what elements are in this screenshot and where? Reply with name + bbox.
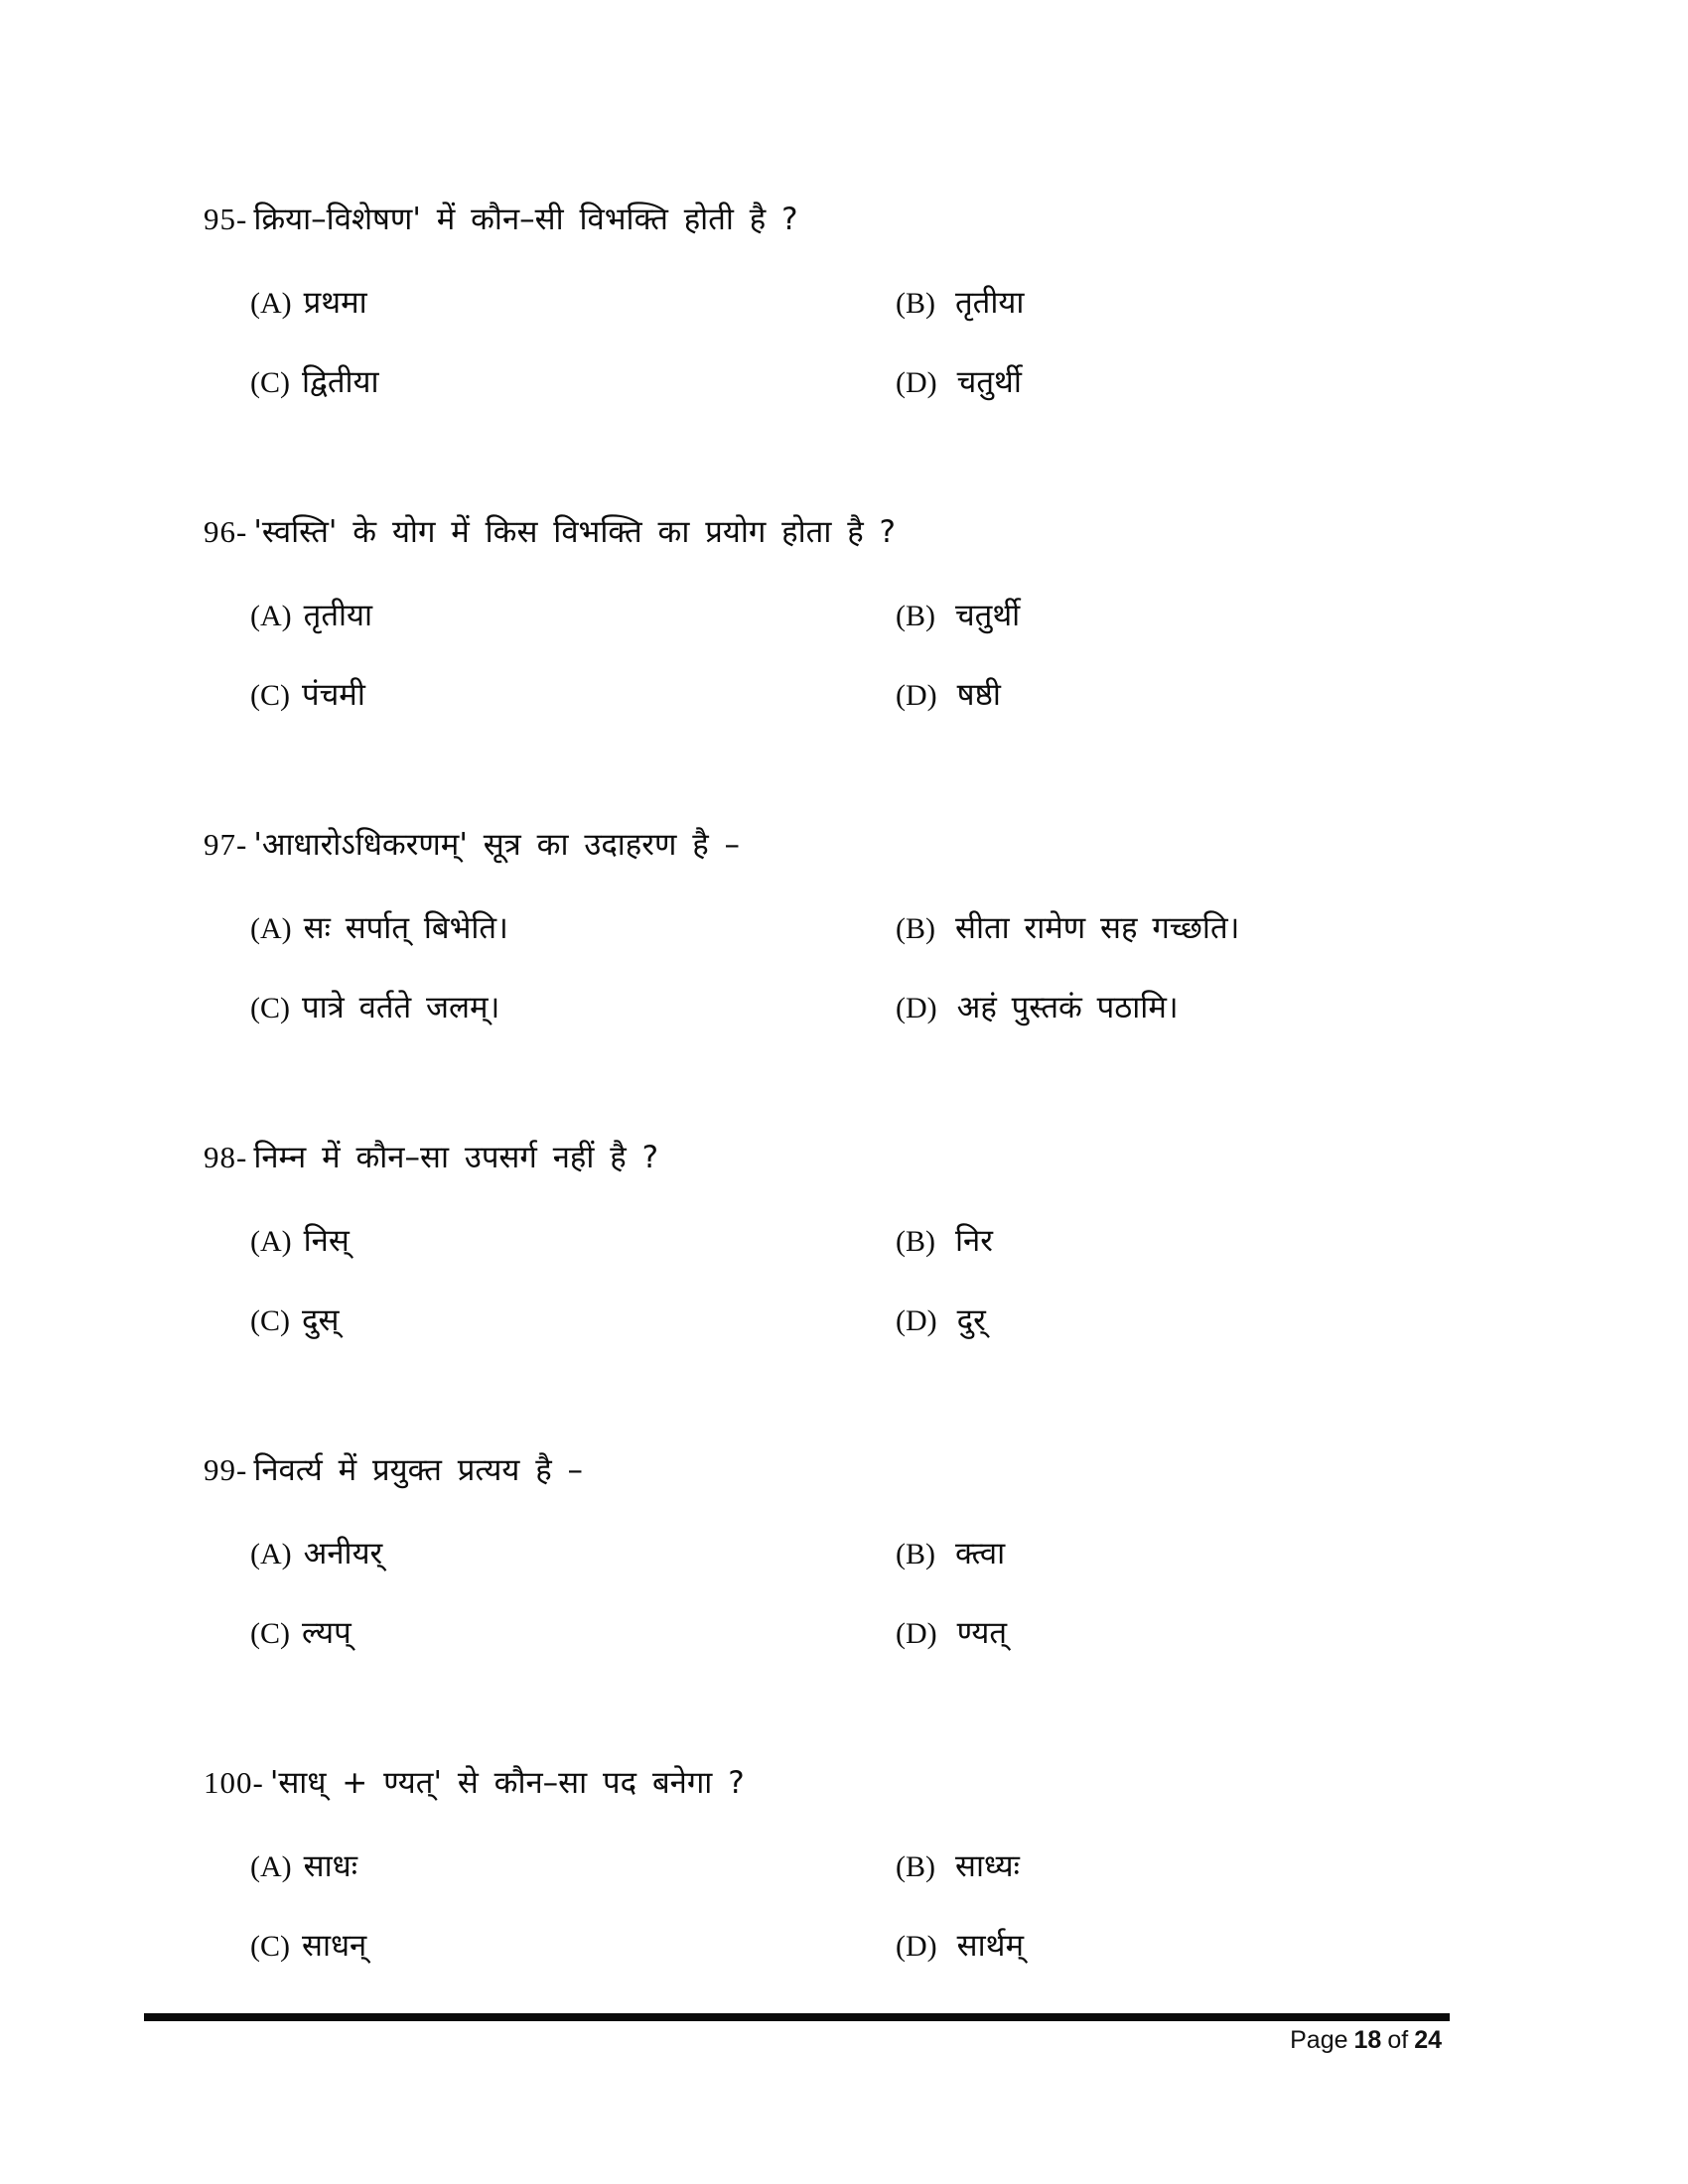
question-text: 'स्वस्ति' के योग में किस विभक्ति का प्रयोग होता है ? [253,514,896,550]
option-letter: (C) [250,366,290,399]
option-text: सार्थम् [956,1928,1024,1964]
option-b [896,280,1688,326]
footer-total-pages: 24 [1414,2026,1442,2054]
option-text: चतुर्थी [956,364,1022,400]
option-letter: (C) [250,1930,290,1963]
option-letter: (A) [250,1225,292,1258]
options-grid [0,1218,1688,1343]
option-c [250,359,896,405]
option-letter: (C) [250,1304,290,1337]
option-letter: (A) [250,1538,292,1570]
question-line [0,1447,1688,1493]
option-letter: (C) [250,1617,290,1650]
option-text: द्वितीया [302,364,379,400]
option-letter: (D) [896,1304,937,1337]
question-line [0,1135,1688,1180]
question-text: निवर्त्य में प्रयुक्त प्रत्यय है – [253,1452,584,1488]
option-text: प्रथमा [303,285,367,321]
question-number: 95- [204,202,248,236]
option-a [250,280,896,326]
question-text: क्रिया–विशेषण' में कौन–सी विभक्ति होती है ? [253,202,798,237]
question-text: निम्न में कौन–सा उपसर्ग नहीं है ? [253,1140,659,1175]
option-letter: (B) [896,600,935,632]
option-text: तृतीया [303,598,373,633]
option-b [896,1843,1688,1889]
option-text: सः सर्पात् बिभेति। [303,910,508,946]
option-letter: (B) [896,1225,935,1258]
option-letter: (C) [250,679,290,712]
option-text: निस् [303,1223,350,1259]
option-letter: (A) [250,600,292,632]
question-block-100 [0,1760,1688,1969]
option-d [896,1297,1688,1343]
option-text: दुर् [956,1302,986,1338]
option-letter: (B) [896,1538,935,1570]
option-text: साधन् [302,1928,367,1964]
option-text: तृतीया [955,285,1025,321]
option-c [250,985,896,1030]
question-text: 'साध् + ण्यत्' से कौन–सा पद बनेगा ? [269,1765,745,1801]
option-text: पंचमी [302,677,365,713]
option-letter: (A) [250,1850,292,1883]
option-letter: (B) [896,1850,935,1883]
option-letter: (D) [896,366,937,399]
option-letter: (D) [896,1617,937,1650]
options-grid [0,1843,1688,1969]
option-a [250,1218,896,1264]
page-number-text [144,2026,1450,2055]
question-number: 96- [204,514,248,549]
question-line [0,1760,1688,1806]
options-grid [0,905,1688,1030]
footer-of-word: of [1387,2026,1409,2054]
question-number: 97- [204,827,248,862]
questions-area [0,197,1688,2073]
option-text: दुस् [302,1302,340,1338]
option-letter: (A) [250,912,292,945]
question-number: 100- [204,1765,264,1800]
option-c [250,1610,896,1656]
options-grid [0,280,1688,405]
option-text: सीता रामेण सह गच्छति। [955,910,1240,946]
option-c [250,1297,896,1343]
question-line [0,822,1688,868]
option-text: अहं पुस्तकं पठामि। [956,990,1179,1025]
question-block-96 [0,509,1688,718]
option-b [896,905,1688,951]
footer-current-page: 18 [1353,2026,1382,2054]
option-text: ल्यप् [302,1615,352,1651]
option-text: निर [955,1223,993,1259]
option-d [896,985,1688,1030]
footer-page-word: Page [1290,2026,1348,2054]
option-letter: (B) [896,912,935,945]
option-b [896,593,1688,638]
option-letter: (D) [896,679,937,712]
option-a [250,1843,896,1889]
page-footer [144,2013,1450,2055]
option-text: क्त्वा [955,1536,1006,1571]
option-d [896,1923,1688,1969]
option-text: साधः [303,1848,357,1884]
option-d [896,1610,1688,1656]
option-text: चतुर्थी [955,598,1021,633]
option-d [896,672,1688,718]
option-b [896,1531,1688,1576]
option-letter: (D) [896,992,937,1024]
question-block-99 [0,1447,1688,1656]
question-number: 98- [204,1140,248,1174]
option-a [250,1531,896,1576]
option-c [250,1923,896,1969]
question-block-98 [0,1135,1688,1343]
question-line [0,197,1688,242]
options-grid [0,1531,1688,1656]
option-text: साध्यः [955,1848,1020,1884]
option-d [896,359,1688,405]
options-grid [0,593,1688,718]
option-b [896,1218,1688,1264]
question-number: 99- [204,1452,248,1487]
question-line [0,509,1688,555]
option-a [250,593,896,638]
question-block-97 [0,822,1688,1030]
question-block-95 [0,197,1688,405]
option-text: पात्रे वर्तते जलम्। [302,990,500,1025]
option-letter: (C) [250,992,290,1024]
option-text: ण्यत् [956,1615,1008,1651]
option-letter: (D) [896,1930,937,1963]
option-a [250,905,896,951]
option-letter: (A) [250,287,292,320]
question-text: 'आधारोऽधिकरणम्' सूत्र का उदाहरण है – [253,827,741,863]
option-text: षष्ठी [956,677,1001,713]
option-c [250,672,896,718]
option-text: अनीयर् [303,1536,383,1571]
option-letter: (B) [896,287,935,320]
